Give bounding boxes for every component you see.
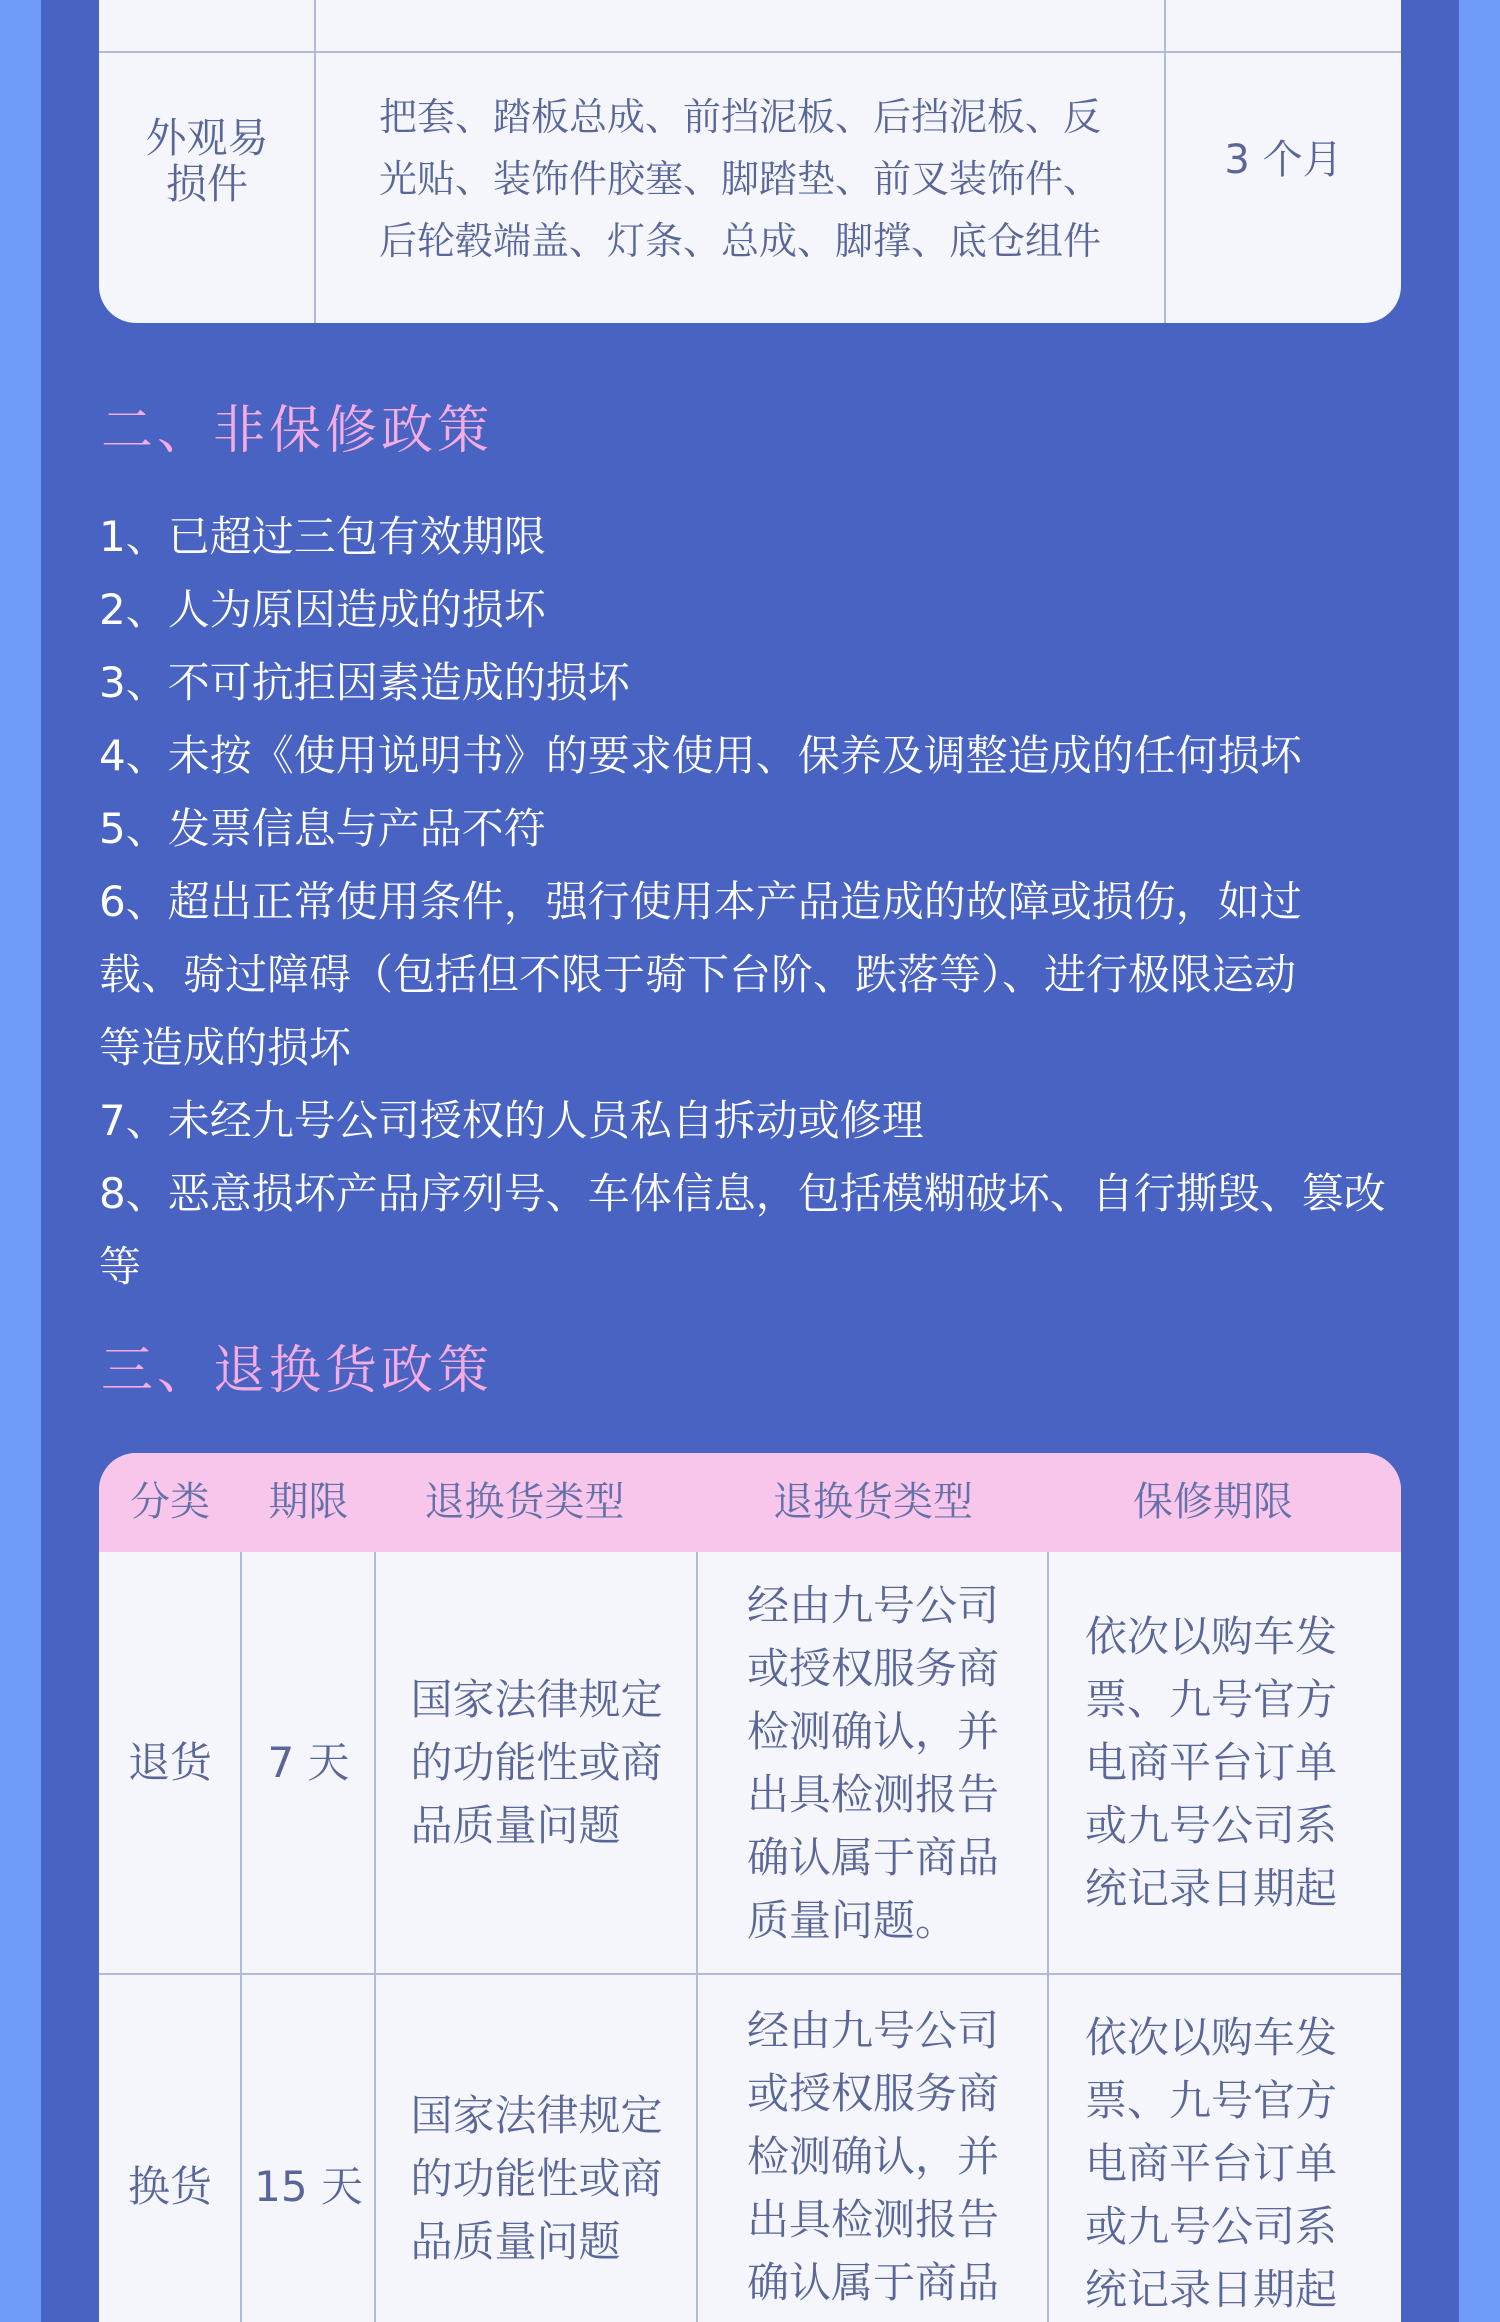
type-line: 品质量问题 — [410, 1801, 621, 1850]
period-cell — [242, 1552, 375, 1973]
table-row-clipped — [99, 0, 1401, 51]
row-divider — [99, 51, 1401, 53]
part-items-line: 后轮毂端盖、灯条、总成、脚撑、底仓组件 — [378, 219, 1101, 263]
warranty-line: 或九号公司系 — [1084, 1801, 1337, 1850]
condition-line: 经由九号公司 — [746, 2006, 999, 2055]
list-item-line: 载、骑过障碍（包括但不限于骑下台阶、跌落等）、进行极限运动 — [99, 950, 1297, 999]
type-block — [410, 2084, 662, 2273]
type-block — [410, 1668, 662, 1857]
warranty-line: 统记录日期起 — [1084, 2265, 1337, 2314]
table-header-row — [99, 1453, 1401, 1552]
type-line: 国家法律规定 — [410, 1675, 663, 1724]
condition-line: 经由九号公司 — [746, 1580, 999, 1630]
list-item — [99, 719, 1439, 792]
part-items-block — [379, 86, 1101, 272]
type-line: 的功能性或商 — [410, 1738, 663, 1787]
condition-line: 确认属于商品 — [746, 2258, 999, 2307]
list-item — [99, 1084, 1439, 1157]
return-policy-title: 三、退换货政策 — [101, 1341, 494, 1401]
part-items-line: 光贴、装饰件胶塞、脚踏垫、前叉装饰件、 — [378, 157, 1101, 201]
type-line: 的功能性或商 — [410, 2154, 663, 2203]
warranty-line: 电商平台订单 — [1084, 1738, 1337, 1787]
header-warranty-period: 保修期限 — [1133, 1479, 1293, 1525]
list-item — [99, 573, 1439, 646]
list-item — [99, 646, 1439, 719]
warranty-line: 电商平台订单 — [1084, 2139, 1337, 2188]
period-text: 15 天 — [254, 2162, 363, 2211]
list-item-line: 7、未经九号公司授权的人员私自拆动或修理 — [99, 1096, 924, 1145]
condition-line: 确认属于商品 — [746, 1832, 999, 1882]
list-item-line: 等造成的损坏 — [99, 1023, 352, 1072]
condition-line: 出具检测报告 — [746, 2195, 999, 2244]
warranty-block — [1085, 1605, 1337, 1920]
warranty-cell — [1049, 1975, 1401, 2322]
condition-line: 质量问题。 — [746, 1895, 957, 1945]
list-item-line: 2、人为原因造成的损坏 — [99, 585, 546, 634]
type-cell — [376, 1975, 697, 2322]
list-item-line: 等 — [99, 1242, 142, 1291]
warranty-line: 或九号公司系 — [1084, 2202, 1337, 2251]
condition-cell — [698, 1975, 1048, 2322]
warranty-cell — [1049, 1552, 1401, 1973]
list-item-line: 3、不可抗拒因素造成的损坏 — [99, 658, 630, 707]
warranty-line: 依次以购车发 — [1084, 1612, 1337, 1661]
part-category-line: 损件 — [166, 160, 248, 208]
warranty-line: 票、九号官方 — [1084, 1675, 1337, 1724]
list-item — [99, 865, 1439, 1084]
list-item-line: 1、已超过三包有效期限 — [99, 512, 546, 561]
condition-line: 或授权服务商 — [746, 1643, 999, 1693]
type-cell — [376, 1552, 697, 1973]
list-item-line: 8、恶意损坏产品序列号、车体信息，包括模糊破坏、自行撕毁、篡改 — [99, 1169, 1386, 1218]
condition-cell — [698, 1552, 1048, 1973]
category-cell — [99, 1975, 241, 2322]
header-type: 退换货类型 — [424, 1479, 625, 1525]
part-category-cell — [99, 115, 315, 207]
category-text: 换货 — [127, 2162, 212, 2211]
table-row-exchange — [99, 1975, 1401, 2322]
part-items-line: 把套、踏板总成、前挡泥板、后挡泥板、反 — [378, 95, 1101, 139]
non-warranty-title: 二、非保修政策 — [101, 401, 494, 461]
category-text: 退货 — [127, 1738, 212, 1787]
non-warranty-list — [99, 500, 1439, 1303]
type-line: 品质量问题 — [410, 2217, 621, 2266]
part-period-cell — [1166, 135, 1401, 185]
return-policy-table — [99, 1453, 1401, 2322]
table-row-return — [99, 1552, 1401, 1973]
type-line: 国家法律规定 — [410, 2091, 663, 2140]
warranty-line: 统记录日期起 — [1084, 1864, 1337, 1913]
wear-parts-table — [99, 0, 1401, 323]
part-period-text: 3 个月 — [1224, 137, 1343, 183]
header-category: 分类 — [130, 1479, 210, 1525]
list-item — [99, 1157, 1439, 1303]
condition-line: 出具检测报告 — [746, 1769, 999, 1819]
period-text: 7 天 — [267, 1738, 350, 1787]
condition-block — [747, 1999, 999, 2314]
list-item-line: 4、未按《使用说明书》的要求使用、保养及调整造成的任何损坏 — [99, 731, 1302, 780]
part-category-line: 外观易 — [145, 114, 269, 162]
warranty-line: 依次以购车发 — [1084, 2013, 1337, 2062]
list-item — [99, 792, 1439, 865]
condition-line: 或授权服务商 — [746, 2069, 999, 2118]
header-type-condition: 退换货类型 — [773, 1479, 973, 1525]
condition-line: 检测确认，并 — [746, 2132, 999, 2181]
header-period: 期限 — [268, 1479, 349, 1525]
part-items-cell — [316, 86, 1164, 272]
condition-block — [747, 1574, 999, 1952]
warranty-block — [1085, 2006, 1337, 2321]
condition-line: 检测确认，并 — [746, 1706, 999, 1756]
category-cell — [99, 1552, 241, 1973]
list-item-line: 6、超出正常使用条件，强行使用本产品造成的故障或损伤，如过 — [99, 877, 1302, 926]
list-item-line: 5、发票信息与产品不符 — [99, 804, 546, 853]
period-cell — [242, 1975, 375, 2322]
warranty-line: 票、九号官方 — [1084, 2076, 1337, 2125]
list-item — [99, 500, 1439, 573]
